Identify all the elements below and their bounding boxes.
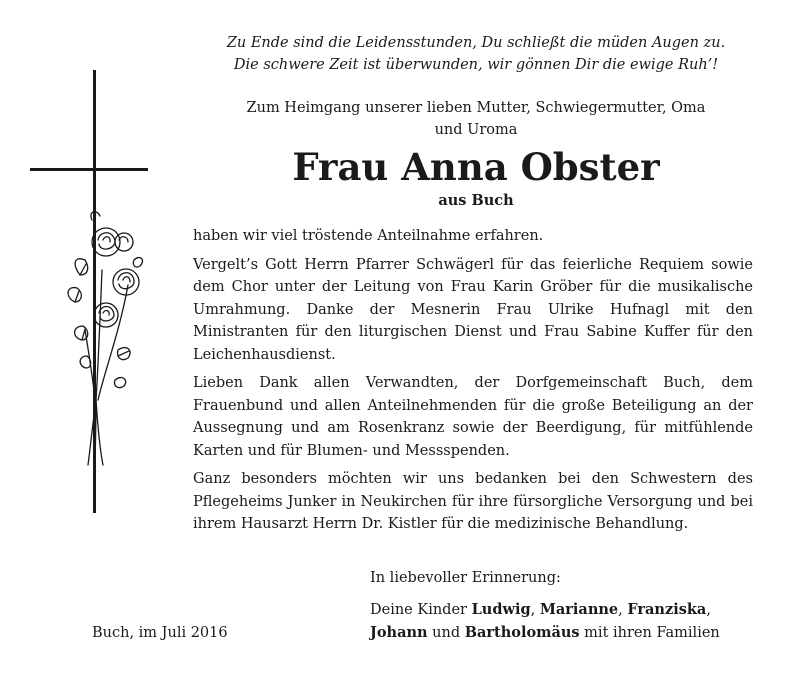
- child-name: Johann: [370, 623, 428, 641]
- child-name: Franziska: [627, 601, 707, 618]
- child-name: Marianne: [539, 601, 619, 618]
- deceased-origin: aus Buch: [438, 192, 514, 209]
- signature-prefix: Deine Kinder: [370, 602, 472, 618]
- verse-line: Zu Ende sind die Leidensstunden, Du schließt die müden Augen zu.: [226, 35, 726, 51]
- thank-you-text: [193, 225, 753, 542]
- place-date: Buch, im Juli 2016: [92, 625, 228, 641]
- intro-line: Zum Heimgang unserer lieben Mutter, Schwiegermutter, Oma: [246, 100, 706, 116]
- paragraph: Vergelt’s Gott Herrn Pfarrer Schwägerl für das feierliche Requiem sowie dem Chor unter der Leitung von Frau Karin Gröber für die musikalische Umrahmung. Danke der Mesnerin Frau Ulrike Hufnagl mit den Ministranten für den liturgischen Dienst und Frau Sabine Kuffer für den Leichenhausdienst.: [193, 256, 753, 363]
- child-name: Bartholomäus: [464, 623, 580, 641]
- intro-line: und Uroma: [434, 122, 518, 138]
- rose-bouquet-icon: [68, 212, 142, 470]
- paragraph: haben wir viel tröstende Anteilnahme erfahren.: [193, 228, 544, 244]
- closing-intro: In liebevoller Erinnerung:: [370, 570, 561, 586]
- signature: Deine Kinder Ludwig, Marianne, Franziska, Johann und Bartholomäus mit ihren Familien: [370, 601, 720, 641]
- deceased-name: Frau Anna Obster: [292, 145, 660, 189]
- cross-icon: [30, 70, 180, 520]
- signature-suffix: mit ihren Familien: [579, 624, 720, 641]
- verse-line: Die schwere Zeit ist überwunden, wir gönnen Dir die ewige Ruh’!: [233, 57, 719, 73]
- intro: [184, 97, 768, 141]
- paragraph: Lieben Dank allen Verwandten, der Dorfgemeinschaft Buch, dem Frauenbund und allen Anteilnehmenden für die große Beteiligung an der Aussegnung und am Rosenkranz sowie der Beerdigung, für mitfühlende Karten und für Blumen- und Messspenden.: [193, 375, 753, 459]
- paragraph: Ganz besonders möchten wir uns bedanken bei den Schwestern des Pflegeheims Junker in Neukirchen für ihre fürsorgliche Versorgung und bei ihrem Hausarzt Herrn Dr. Kistler für die medizinische Behandlung.: [193, 471, 753, 532]
- verse: [184, 32, 768, 76]
- child-name: Ludwig: [471, 601, 531, 618]
- cross-with-roses: [30, 70, 180, 520]
